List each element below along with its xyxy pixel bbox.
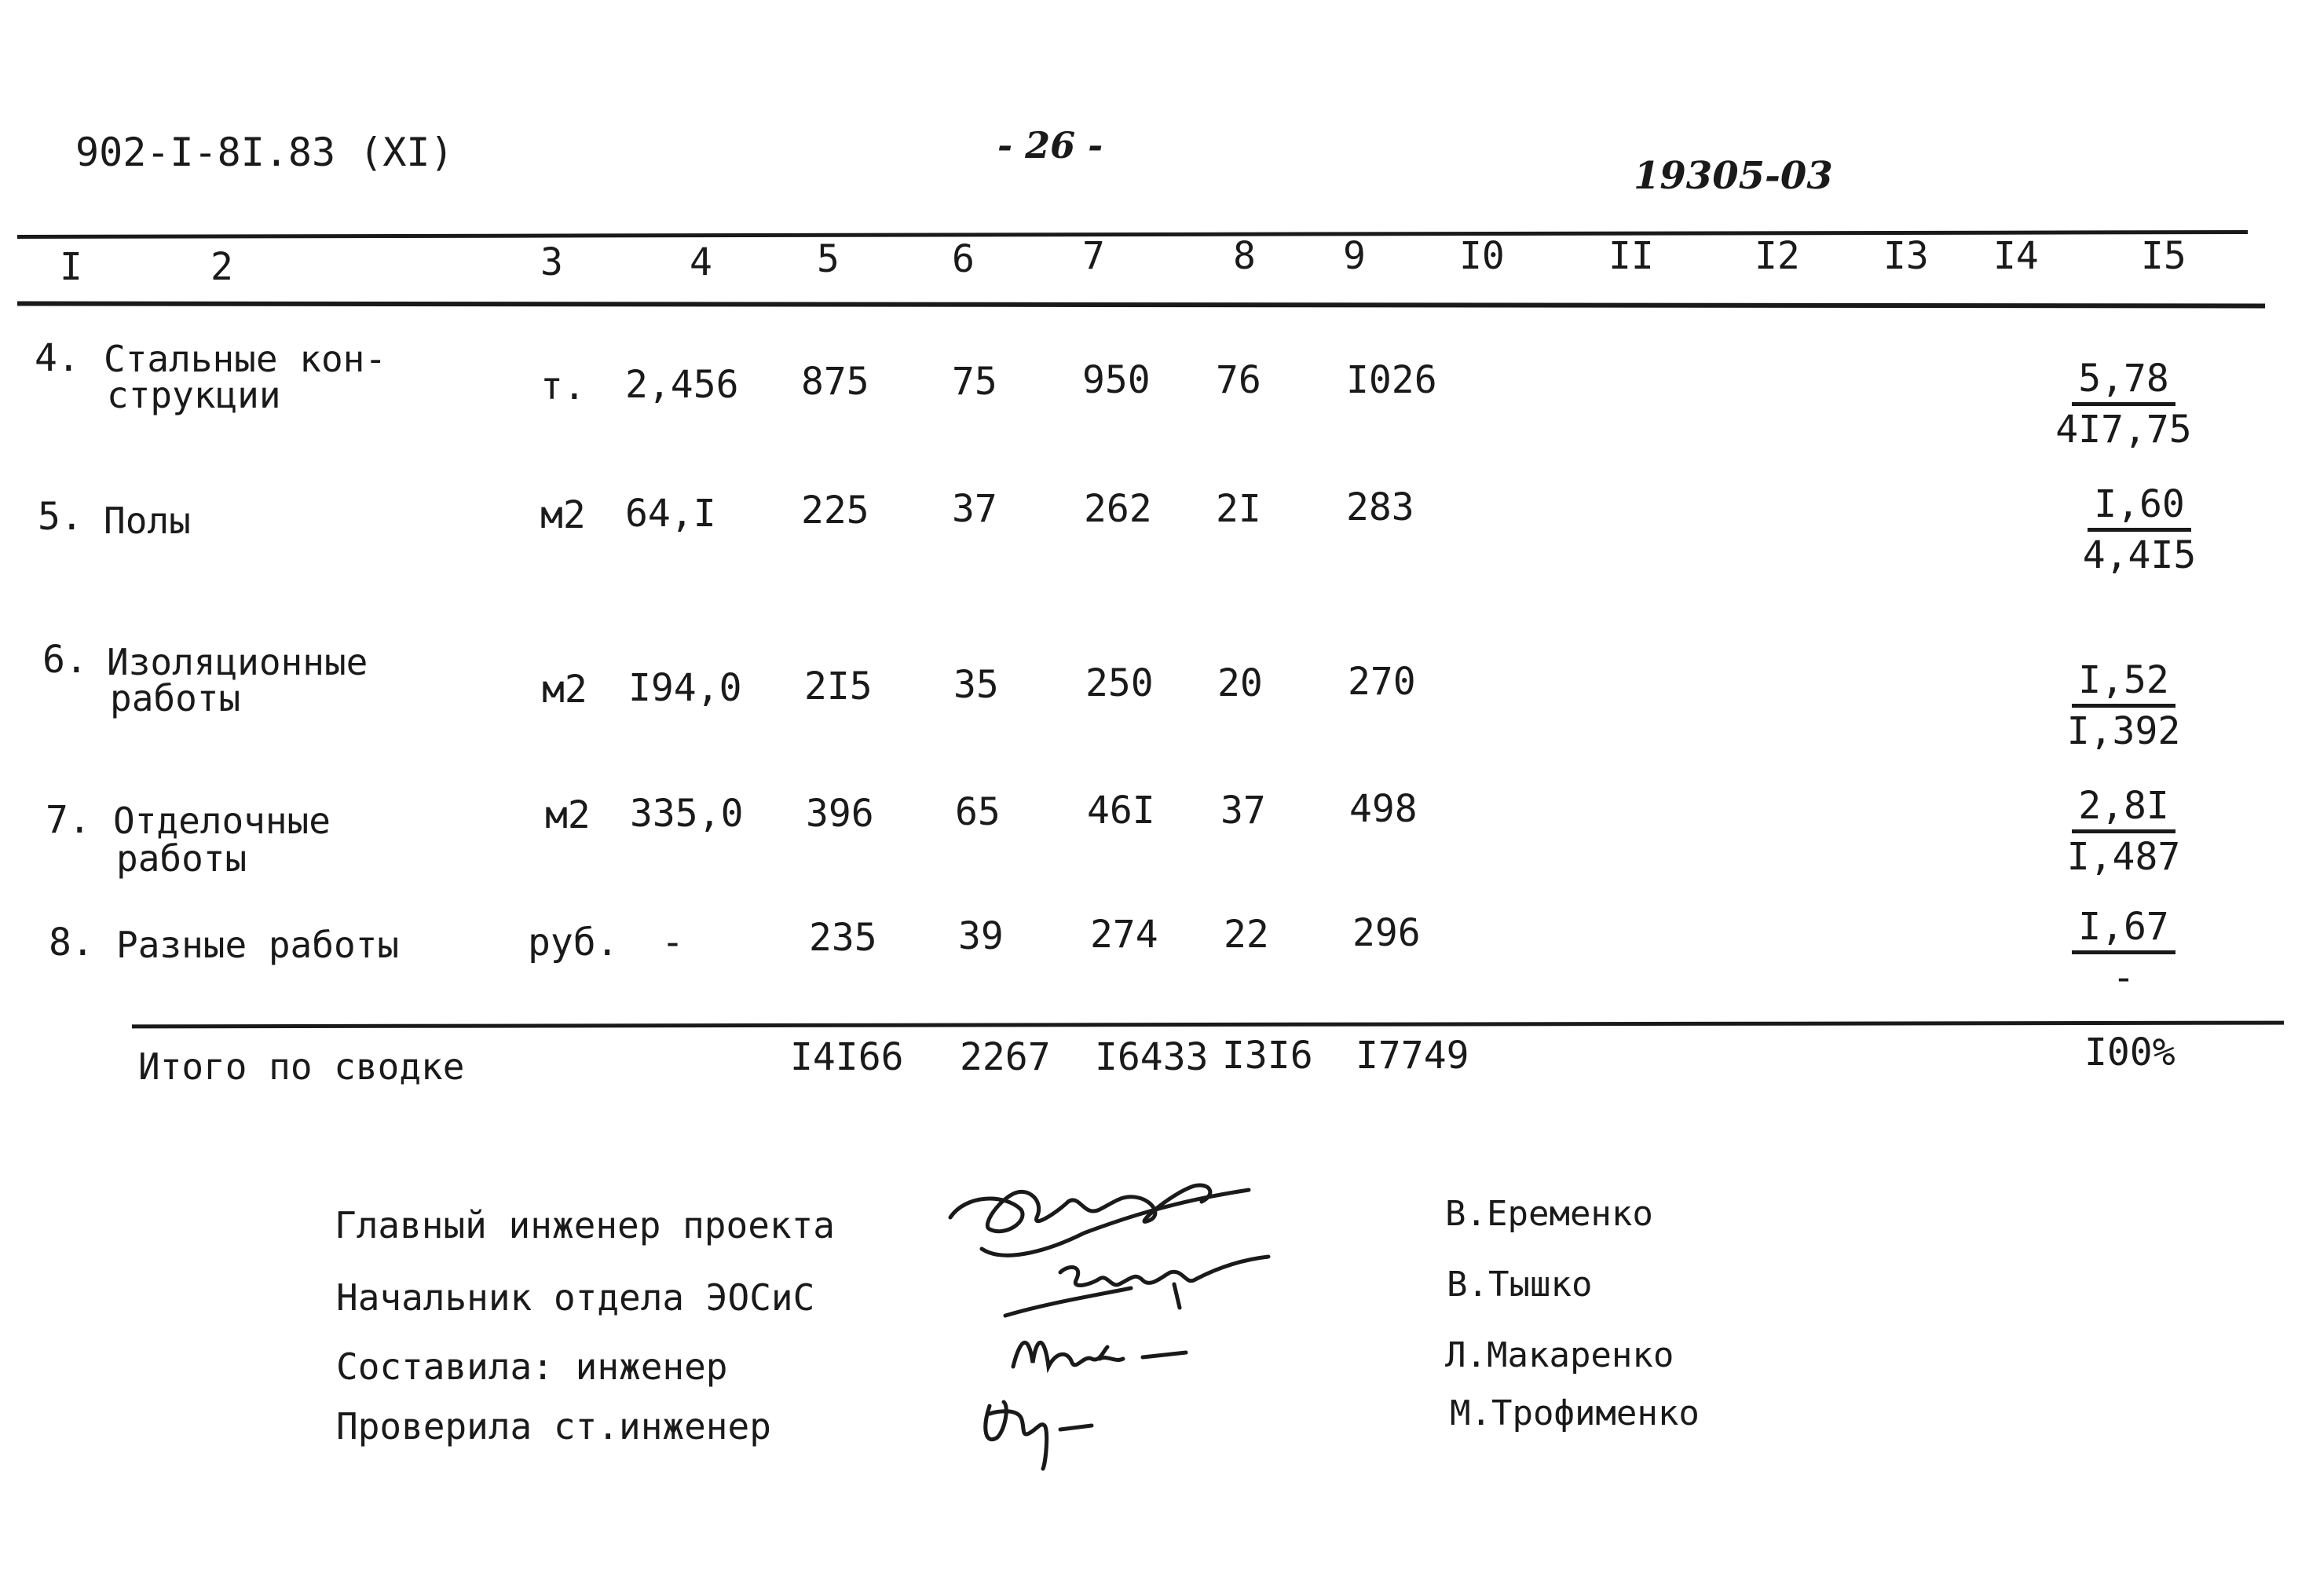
column-header: 3 xyxy=(540,240,563,284)
page-number: - 26 - xyxy=(997,124,1103,167)
row-number: 6. xyxy=(42,638,88,682)
column-header: I4 xyxy=(1993,234,2039,278)
quantity: I94,0 xyxy=(628,666,742,710)
row-number: 4. xyxy=(35,336,80,380)
fraction-numerator: 5,78 xyxy=(2072,355,2175,406)
fraction-denominator: - xyxy=(2112,956,2135,1000)
total-col-8: I3I6 xyxy=(1222,1034,1313,1078)
col-6-value: 35 xyxy=(953,663,999,707)
col-7-value: 262 xyxy=(1084,487,1152,531)
fraction-denominator: I,487 xyxy=(2066,835,2181,879)
col-6-value: 75 xyxy=(952,360,997,404)
col-7-value: 274 xyxy=(1090,913,1158,957)
col-5-value: 875 xyxy=(801,360,869,404)
col-5-value: 235 xyxy=(809,916,877,960)
fraction-numerator: 2,8I xyxy=(2072,782,2175,833)
fraction-numerator: I,52 xyxy=(2072,657,2175,708)
unit: м2 xyxy=(540,493,586,537)
signatory-name: Л.Макаренко xyxy=(1445,1335,1674,1375)
column-header: 5 xyxy=(817,237,840,281)
column-header: I xyxy=(60,245,82,289)
col-6-value: 39 xyxy=(958,914,1004,958)
quantity: 335,0 xyxy=(630,792,744,836)
row-number: 7. xyxy=(46,798,91,842)
signatory-role: Проверила ст.инженер xyxy=(336,1405,771,1448)
table-header-rule xyxy=(17,302,2265,309)
row-number: 8. xyxy=(49,921,94,965)
signatory-name: В.Тышко xyxy=(1447,1265,1593,1305)
row-name-line: Полы xyxy=(104,500,191,542)
fraction-denominator: I,392 xyxy=(2066,709,2181,753)
col-7-value: 250 xyxy=(1085,661,1154,705)
row-number: 5. xyxy=(38,495,83,539)
row-name-line: работы xyxy=(116,837,247,880)
total-col-6: 2267 xyxy=(960,1035,1051,1079)
column-header: I5 xyxy=(2141,234,2186,278)
quantity: 2,456 xyxy=(625,363,739,407)
archive-number: 19305-03 xyxy=(1634,154,1833,198)
row-name-line: Отделочные xyxy=(113,800,331,842)
signatory-role: Главный инженер проекта xyxy=(335,1204,835,1246)
fraction-denominator: 4,4I5 xyxy=(2082,533,2197,577)
signatory-role: Составила: инженер xyxy=(336,1345,728,1388)
unit: т. xyxy=(540,364,586,408)
total-col-5: I4I66 xyxy=(790,1035,904,1079)
col-6-value: 65 xyxy=(955,790,1001,834)
col-8-value: 76 xyxy=(1216,358,1261,402)
row-name-line: работы xyxy=(110,677,241,719)
total-col-7: I6433 xyxy=(1095,1035,1209,1079)
col-8-value: 37 xyxy=(1220,789,1266,833)
col-6-value: 37 xyxy=(952,487,997,531)
fraction-denominator: 4I7,75 xyxy=(2055,408,2192,452)
signatory-role: Начальник отдела ЭОСиС xyxy=(336,1276,815,1319)
unit: м2 xyxy=(545,793,591,837)
column-header: 8 xyxy=(1233,234,1256,278)
unit: м2 xyxy=(542,668,587,712)
unit: руб. xyxy=(528,921,619,965)
col-5-value: 396 xyxy=(806,792,874,836)
signature-makarenko xyxy=(1005,1320,1209,1390)
column-header: 4 xyxy=(690,240,712,284)
column-header: 9 xyxy=(1343,234,1366,278)
col-9-value: 283 xyxy=(1346,485,1414,529)
column-header: 7 xyxy=(1082,234,1105,278)
col-8-value: 20 xyxy=(1217,661,1263,705)
column-header: I3 xyxy=(1883,234,1929,278)
col-9-value: I026 xyxy=(1346,358,1437,402)
signature-trofimenko xyxy=(974,1382,1131,1477)
quantity: 64,I xyxy=(625,492,716,536)
row-name-line: Разные работы xyxy=(116,924,400,966)
col-9-value: 270 xyxy=(1348,660,1416,704)
signatory-name: М.Трофименко xyxy=(1450,1393,1700,1433)
signatory-name: В.Еременко xyxy=(1445,1194,1653,1234)
col-15-fraction xyxy=(2022,903,2226,1001)
row-name-line: Стальные кон- xyxy=(104,338,387,380)
quantity: - xyxy=(661,921,684,965)
row-name-line: струкции xyxy=(107,374,281,416)
col-8-value: 22 xyxy=(1224,913,1269,957)
fraction-numerator: I,67 xyxy=(2072,903,2175,954)
total-label: Итого по сводке xyxy=(138,1045,465,1088)
col-15-fraction xyxy=(2022,657,2226,755)
col-9-value: 498 xyxy=(1349,787,1418,831)
row-name-line: Изоляционные xyxy=(107,641,368,683)
col-15-fraction xyxy=(2037,481,2241,579)
col-7-value: 46I xyxy=(1087,789,1155,833)
column-header: I2 xyxy=(1755,234,1800,278)
column-header: II xyxy=(1608,234,1654,278)
col-7-value: 950 xyxy=(1082,358,1151,402)
col-8-value: 2I xyxy=(1216,487,1261,531)
total-rule xyxy=(132,1021,2284,1029)
col-9-value: 296 xyxy=(1352,911,1421,955)
column-header: 6 xyxy=(952,237,975,281)
col-15-fraction xyxy=(2022,782,2226,880)
column-header: I0 xyxy=(1459,234,1505,278)
col-15-fraction xyxy=(2022,355,2226,453)
column-header: 2 xyxy=(210,245,233,289)
total-col-15: I00% xyxy=(2084,1030,2175,1074)
total-col-9: I7749 xyxy=(1356,1034,1469,1078)
col-5-value: 225 xyxy=(801,489,869,533)
col-5-value: 2I5 xyxy=(804,664,873,708)
fraction-numerator: I,60 xyxy=(2088,481,2191,532)
document-code: 902-I-8I.83 (XI) xyxy=(75,130,454,175)
